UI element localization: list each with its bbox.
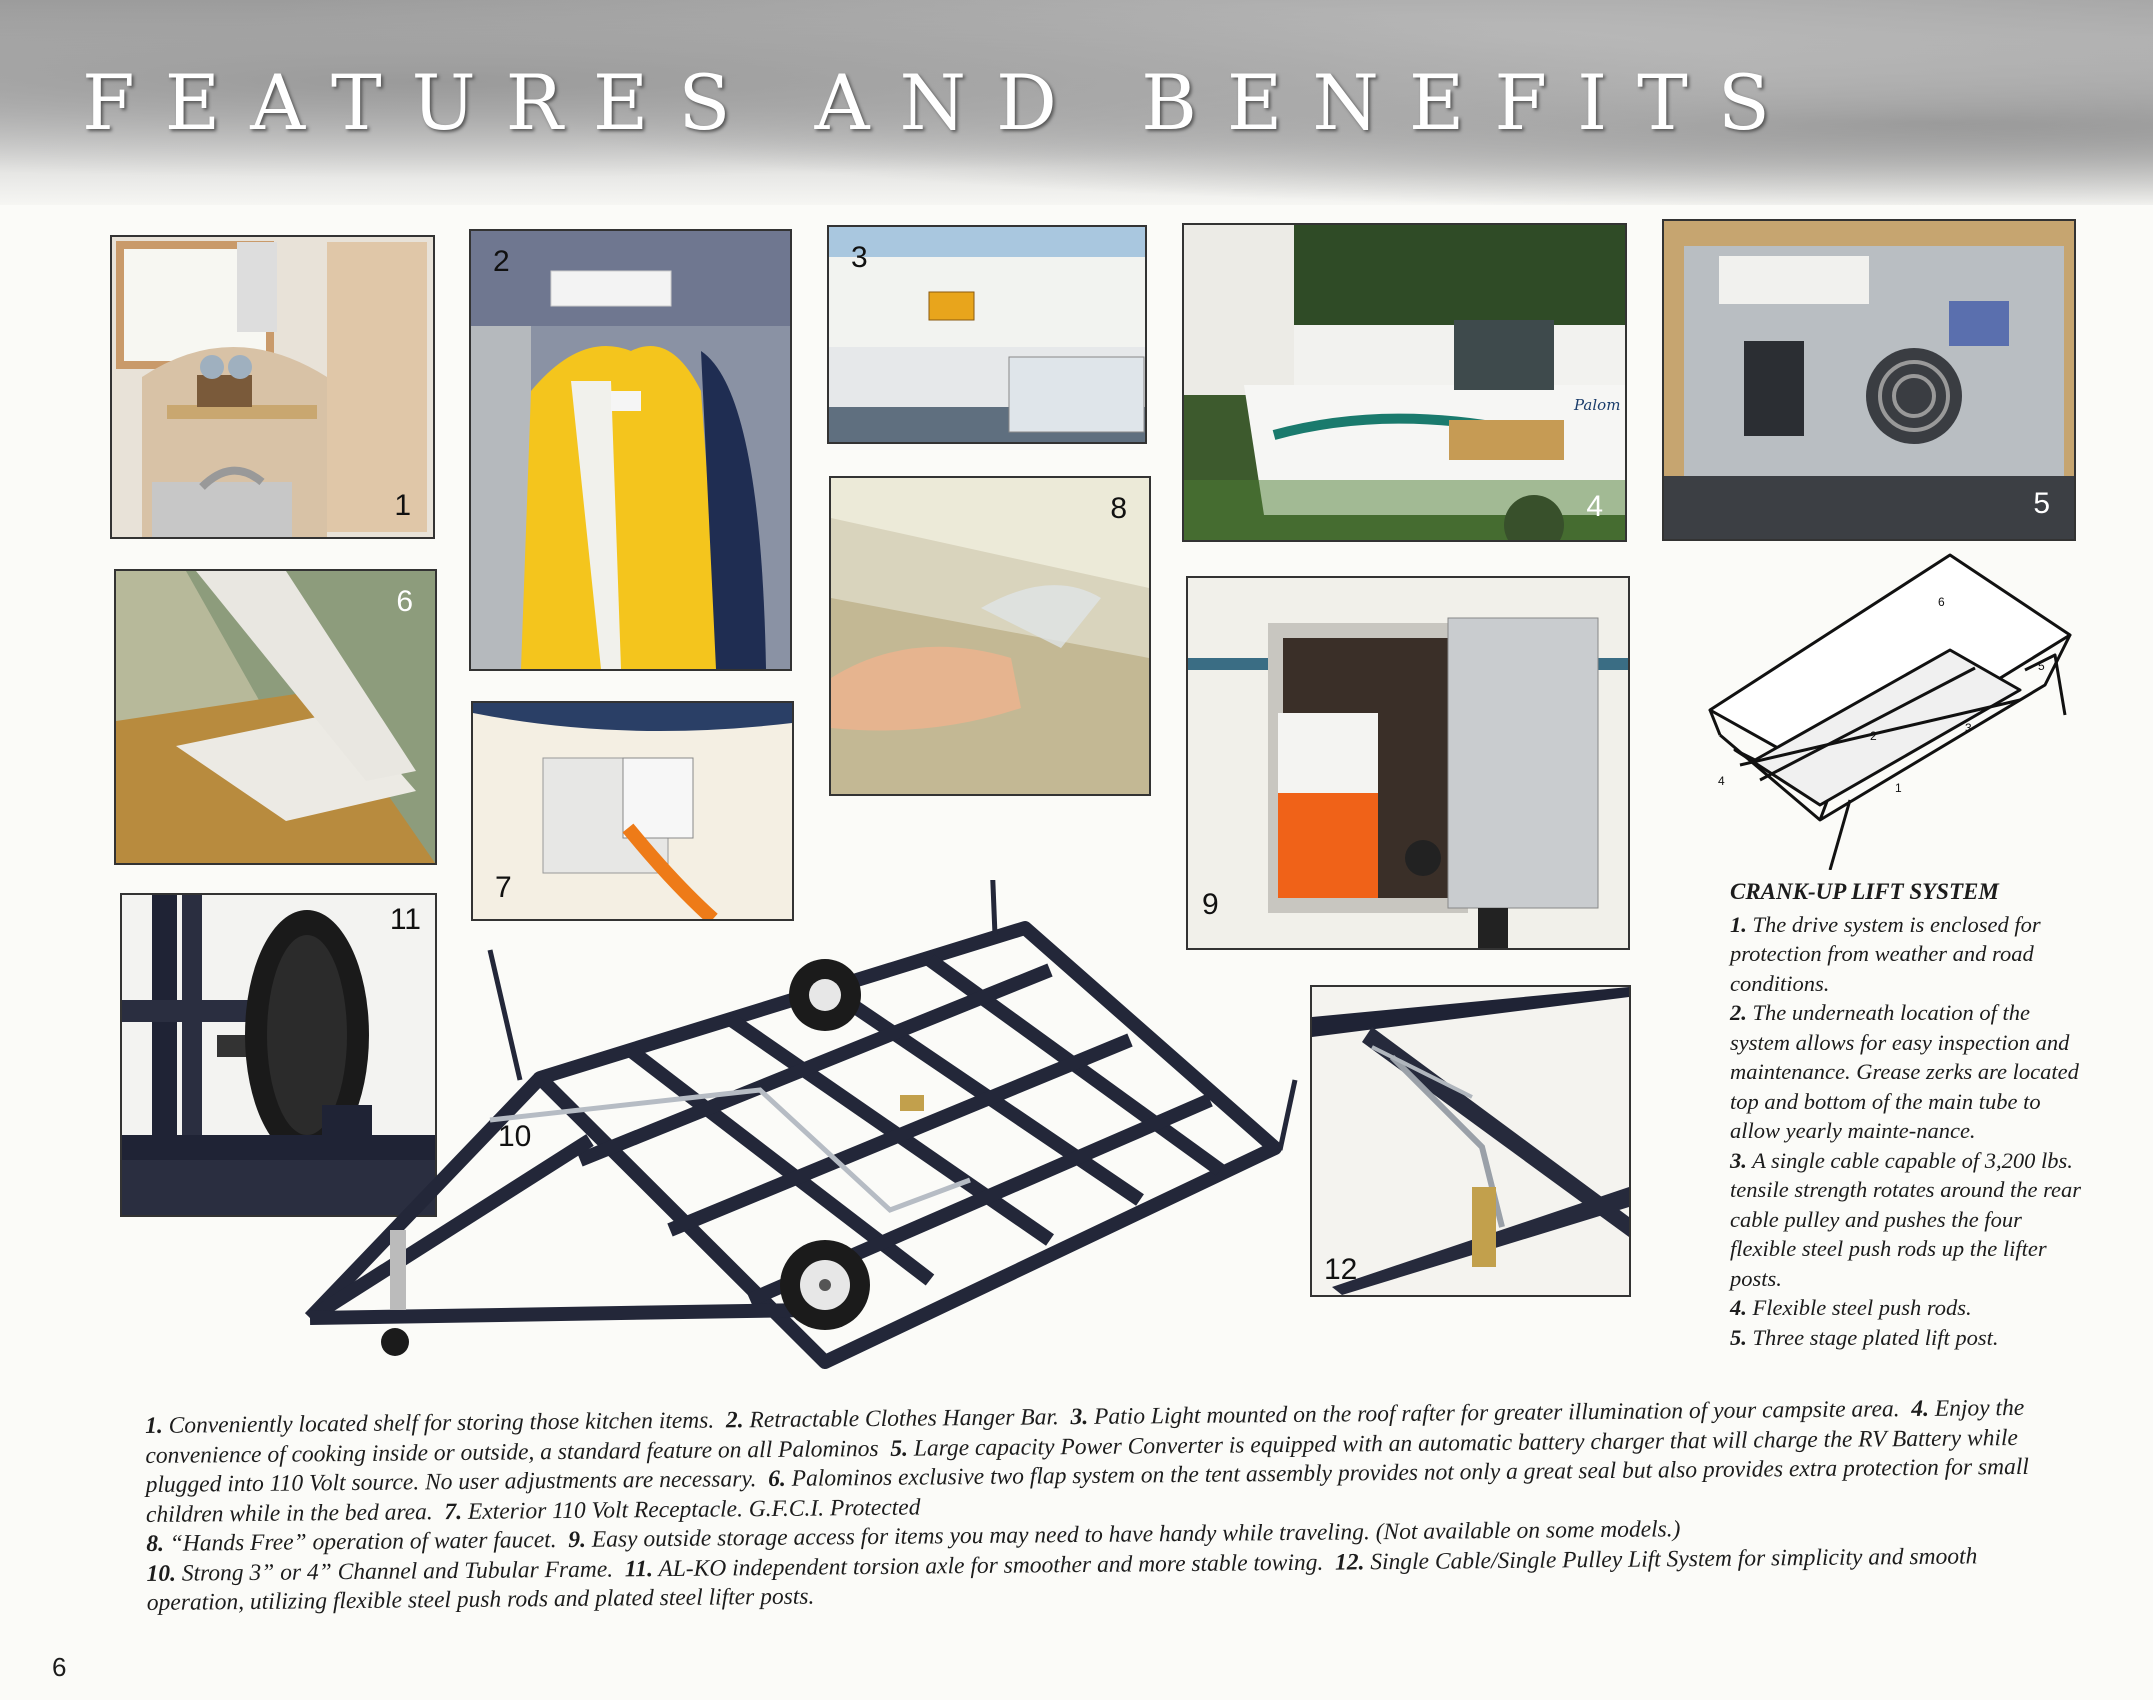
lift-item: 1. The drive system is enclosed for protection from weather and road conditions. — [1730, 911, 2041, 996]
photo-3-number: 3 — [851, 241, 868, 274]
page-number: 6 — [52, 1652, 67, 1682]
photo-2-number: 2 — [493, 245, 510, 278]
lift-item: 5. Three stage plated lift post. — [1730, 1324, 1999, 1350]
photo-3-patio-light — [827, 225, 1147, 444]
diagram-callout-1: 1 — [1895, 781, 1902, 795]
photo-10-frame — [290, 880, 1310, 1390]
diagram-callout-4: 4 — [1718, 774, 1725, 788]
photo-1-shelf — [110, 235, 435, 539]
photo-7-number: 7 — [495, 871, 512, 904]
diagram-callout-6: 6 — [1938, 595, 1945, 609]
photo-5-number: 5 — [2033, 487, 2050, 520]
photo-12-number: 12 — [1324, 1253, 1358, 1286]
photo-2-hanger — [469, 229, 792, 671]
feature-descriptions: 1. Conveniently located shelf for storing those kitchen items. 2. Retractable Clothes Hanger Bar. 3. Patio Light mounted on the roof rafter for greater illumination of your campsite area. 4. Enjoy the convenience of cooking inside or outside, a standard feature on all Palominos 5. Large capacity Power Converter is equipped with an automatic battery charger that will charge the RV Battery while plugged into 110 Volt source. No user adjustments are necessary. 6. Palominos exclusive two flap system on the tent assembly provides not only a great seal but also provides extra protection for small children while in the bed area. 7. Exterior 110 Volt Receptacle. G.F.C.I. Protected 8. “Hands Free” operation of water faucet. 9. Easy outside storage access for items you may need to have handy while traveling. (Not available on some models.) 10. Strong 3” or 4” Channel and Tubular Frame. 11. AL-KO independent torsion axle for smoother and more stable towing. 12. Single Cable/Single Pulley Lift System for simplicity and smooth operation, utilizing flexible steel push rods and plated steel lifter posts. — [145, 1394, 2030, 1616]
photo-4-number: 4 — [1586, 490, 1603, 523]
photo-6-number: 6 — [396, 585, 413, 618]
lift-item: 2. The underneath location of the system allows for easy inspection and maintenance. Grease zerks are located top and bottom of the main tube to allow yearly mainte-nance. — [1730, 1000, 2079, 1143]
photo-11-number: 11 — [389, 903, 421, 936]
photo-8-number: 8 — [1110, 492, 1127, 525]
lift-item: 3. A single cable capable of 3,200 lbs. tensile strength rotates around the rear cable pulley and pushes the four flexible steel push rods up the lifter posts. — [1730, 1147, 2082, 1291]
diagram-callout-3: 3 — [1965, 721, 1972, 735]
photo-6-tent-flap — [114, 569, 437, 865]
diagram-callout-2: 2 — [1870, 729, 1877, 743]
diagram-callout-5: 5 — [2038, 659, 2045, 673]
photo-12-cable — [1310, 985, 1631, 1297]
lift-system-title: CRANK-UP LIFT SYSTEM — [1730, 879, 1999, 904]
lift-system-text — [1730, 877, 2090, 1352]
photo-1-number: 1 — [394, 489, 411, 522]
header-banner — [0, 0, 2153, 205]
lift-item: 4. Flexible steel push rods. — [1730, 1295, 1972, 1320]
palomino-logo-text: Palom — [1574, 396, 1621, 414]
photo-8-faucet — [829, 476, 1151, 796]
photo-9-number: 9 — [1202, 888, 1219, 921]
lift-system-diagram — [1700, 550, 2085, 870]
photo-10-number: 10 — [498, 1120, 532, 1153]
photo-5-converter — [1662, 219, 2076, 541]
page-title: FEATURES AND BENEFITS — [82, 58, 1800, 147]
photo-4-stove — [1182, 223, 1627, 542]
